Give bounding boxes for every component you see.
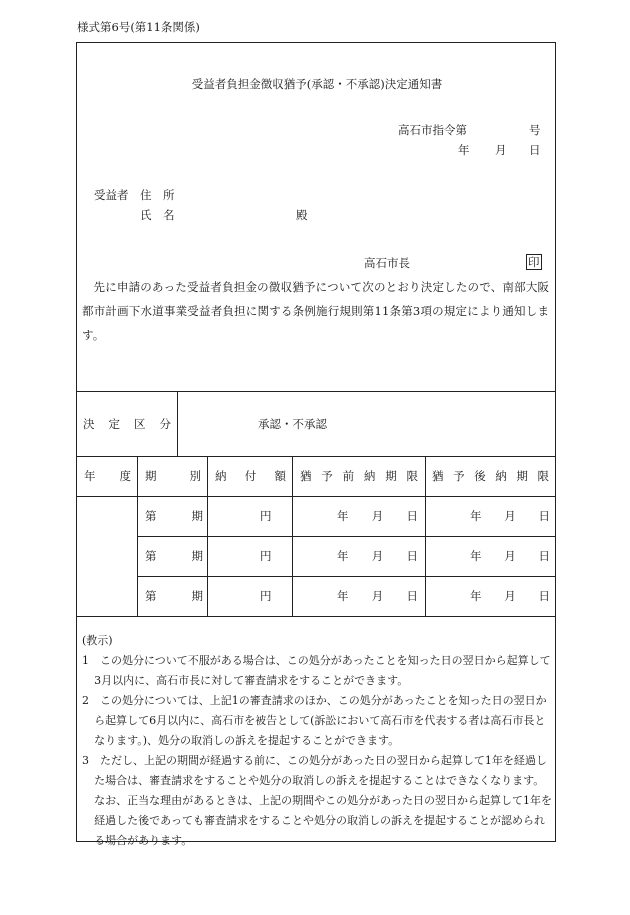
address-label: 住 所 bbox=[140, 188, 175, 202]
body-paragraph: 先に申請のあった受益者負担金の徴収猶予について次のとおり決定したので、南部大阪都市計画下水道事業受益者負担に関する条例施行規則第11条第3項の規定により通知します。 bbox=[82, 280, 550, 342]
deadline-before-cell: 年 月 日 bbox=[337, 549, 418, 563]
issuer-name: 高石市長 bbox=[364, 256, 410, 270]
header-amount: 納 付 額 bbox=[215, 469, 286, 483]
note-item-2: 2 この処分については、上記1の審査請求のほか、この処分があったことを知った日の翌日から起算して6月以内に、高石市を被告として(訴訟において高石市を代表する者は高石市長となります。)、処分の取消しの訴えを提起することができます。 bbox=[82, 694, 547, 747]
divider-line bbox=[137, 576, 555, 577]
header-deadline-before: 猶 予 前 納 期 限 bbox=[300, 469, 418, 483]
period-cell: 第 期 bbox=[145, 589, 203, 603]
deadline-after-cell: 年 月 日 bbox=[470, 549, 550, 563]
date-year: 年 bbox=[458, 143, 470, 157]
recipient-role: 受益者 bbox=[94, 188, 129, 202]
header-fiscal-year: 年 度 bbox=[84, 469, 131, 483]
notes-heading: (教示) bbox=[82, 634, 113, 647]
notice-form bbox=[76, 42, 556, 847]
deadline-after-cell: 年 月 日 bbox=[470, 589, 550, 603]
divider-line bbox=[77, 496, 555, 497]
divider-line bbox=[137, 456, 138, 616]
divider-line bbox=[77, 391, 555, 392]
divider-line bbox=[425, 456, 426, 616]
divider-line bbox=[77, 616, 555, 617]
form-label: 様式第6号(第11条関係) bbox=[77, 20, 200, 34]
amount-unit: 円 bbox=[260, 549, 272, 563]
divider-line bbox=[292, 456, 293, 616]
amount-unit: 円 bbox=[260, 589, 272, 603]
period-cell: 第 期 bbox=[145, 509, 203, 523]
note-item-1: 1 この処分について不服がある場合は、この処分があったことを知った日の翌日から起算して3月以内に、高石市長に対して審査請求をすることができます。 bbox=[82, 654, 551, 687]
document-title: 受益者負担金徴収猶予(承認・不承認)決定通知書 bbox=[191, 77, 443, 91]
doc-number-suffix: 号 bbox=[529, 123, 541, 137]
amount-unit: 円 bbox=[260, 509, 272, 523]
decision-label: 決 定 区 分 bbox=[83, 417, 171, 431]
instruction-notes bbox=[82, 631, 552, 851]
deadline-after-cell: 年 月 日 bbox=[470, 509, 550, 523]
header-period: 期 別 bbox=[145, 469, 201, 483]
name-label: 氏 名 bbox=[140, 208, 175, 222]
deadline-before-cell: 年 月 日 bbox=[337, 589, 418, 603]
doc-number-prefix: 高石市指令第 bbox=[398, 123, 467, 137]
header-deadline-after: 猶 予 後 納 期 限 bbox=[432, 469, 549, 483]
date-day: 日 bbox=[529, 143, 541, 157]
divider-line bbox=[137, 536, 555, 537]
note-item-3: 3 ただし、上記の期間が経過する前に、この処分があった日の翌日から起算して1年を経過した場合は、審査請求をすることや処分の取消しの訴えを提起することはできなくなります。なお、正当な理由があるときは、上記の期間やこの処分があった日の翌日から起算して1年を経過した後であっても審査請求をすることや処分の取消しの訴えを提起することが認められる場合があります。 bbox=[82, 754, 552, 847]
divider-line bbox=[207, 456, 208, 616]
divider-line bbox=[77, 456, 555, 457]
honorific: 殿 bbox=[296, 208, 308, 222]
divider-line bbox=[177, 391, 178, 456]
deadline-before-cell: 年 月 日 bbox=[337, 509, 418, 523]
date-month: 月 bbox=[495, 143, 507, 157]
period-cell: 第 期 bbox=[145, 549, 203, 563]
seal-mark: 印 bbox=[528, 255, 540, 269]
decision-value: 承認・不承認 bbox=[258, 417, 327, 431]
